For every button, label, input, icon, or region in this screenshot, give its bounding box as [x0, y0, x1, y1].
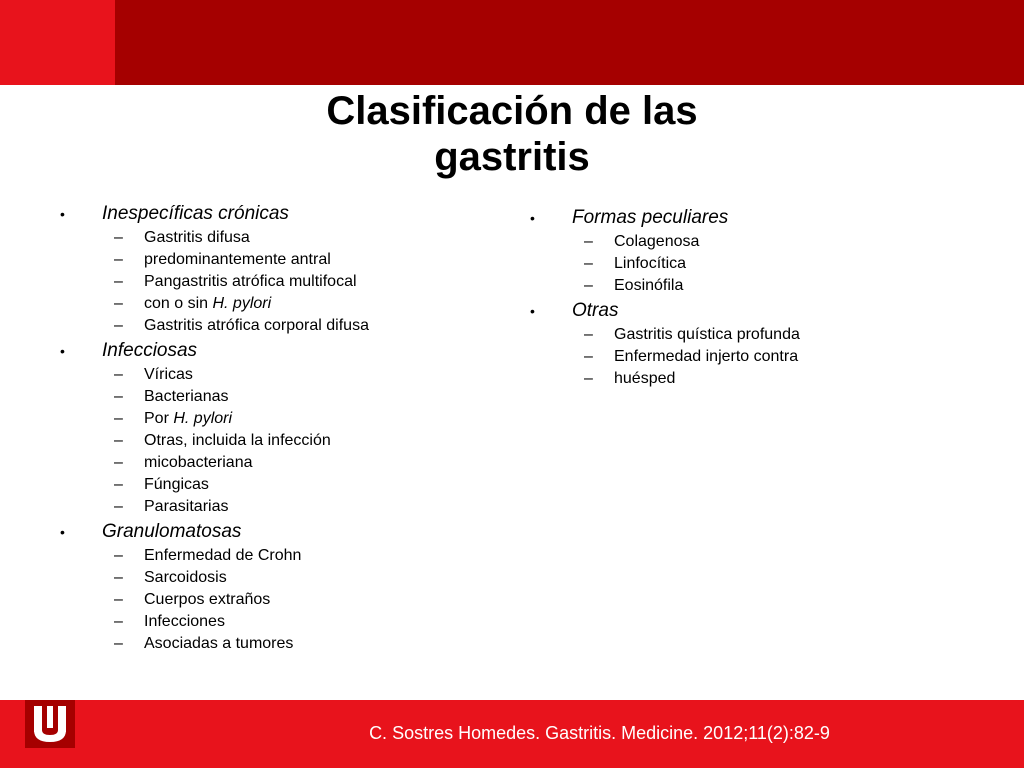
list-item — [114, 496, 478, 518]
item-text — [144, 249, 331, 271]
dash-icon: – — [114, 547, 123, 564]
item-text-plain: Gastritis atrófica corporal difusa — [144, 317, 369, 334]
category — [58, 200, 478, 227]
slide-title-line-2: gastritis — [434, 135, 590, 179]
dash-icon: – — [114, 317, 123, 334]
list-item — [114, 545, 478, 567]
category-label: Formas peculiares — [572, 207, 729, 228]
item-text-plain: Víricas — [144, 366, 193, 383]
dash-icon: – — [584, 348, 593, 365]
list-item — [114, 611, 478, 633]
item-text — [144, 589, 270, 611]
item-text-plain: Enfermedad de Crohn — [144, 547, 302, 564]
item-text — [144, 364, 193, 386]
item-text-plain: Gastritis difusa — [144, 229, 250, 246]
sub-list — [58, 227, 478, 337]
dash-icon: – — [584, 277, 593, 294]
bullet-icon: • — [60, 343, 65, 359]
item-text — [144, 611, 225, 633]
item-text — [144, 408, 232, 430]
sub-list — [58, 545, 478, 655]
list-item — [114, 315, 478, 337]
slide-title — [0, 88, 1024, 180]
dash-icon: – — [114, 454, 123, 471]
footer-citation: C. Sostres Homedes. Gastritis. Medicine. 2012;11(2):82-9 — [369, 723, 830, 743]
dash-icon: – — [584, 255, 593, 272]
list-item — [584, 346, 968, 368]
item-text-plain: Cuerpos extraños — [144, 591, 271, 608]
dash-icon: – — [584, 233, 593, 250]
item-text-italic: H. pylori — [212, 295, 272, 312]
item-text — [144, 452, 253, 474]
dash-icon: – — [114, 569, 123, 586]
item-text — [614, 324, 800, 346]
dash-icon: – — [114, 410, 123, 427]
list-item — [114, 386, 478, 408]
sub-list — [528, 324, 968, 390]
sub-list — [528, 231, 968, 297]
dash-icon: – — [114, 476, 123, 493]
item-text — [144, 315, 369, 337]
item-text — [614, 368, 675, 390]
category-label: Otras — [572, 300, 619, 321]
item-text — [614, 253, 686, 275]
dash-icon: – — [584, 370, 593, 387]
item-text-plain: Sarcoidosis — [144, 569, 227, 586]
dash-icon: – — [114, 229, 123, 246]
item-text-plain: Otras, incluida la infección — [144, 432, 331, 449]
bullet-icon: • — [60, 524, 65, 540]
list-item — [584, 253, 968, 275]
dash-icon: – — [114, 432, 123, 449]
category — [58, 518, 478, 545]
item-text-plain: predominantemente antral — [144, 251, 331, 268]
item-text — [144, 227, 250, 249]
list-item — [114, 293, 478, 315]
list-item — [114, 474, 478, 496]
list-item — [114, 364, 478, 386]
list-item — [114, 589, 478, 611]
dash-icon: – — [114, 295, 123, 312]
item-text-plain: Asociadas a tumores — [144, 635, 294, 652]
category — [528, 204, 968, 231]
university-u-logo-icon — [25, 700, 75, 748]
header-right-bar — [115, 0, 1024, 85]
bullet-icon: • — [530, 303, 535, 319]
list-item — [114, 452, 478, 474]
item-text-plain: Colagenosa — [614, 233, 700, 250]
item-text — [144, 567, 227, 589]
item-text-italic: H. pylori — [173, 410, 233, 427]
dash-icon: – — [114, 273, 123, 290]
list-item — [584, 231, 968, 253]
item-text-plain: Pangastritis atrófica multifocal — [144, 273, 357, 290]
list-item — [114, 227, 478, 249]
category-label: Granulomatosas — [102, 521, 242, 542]
dash-icon: – — [114, 498, 123, 515]
slide-title-line-1: Clasificación de las — [326, 89, 698, 133]
dash-icon: – — [114, 635, 123, 652]
bullet-icon: • — [530, 210, 535, 226]
dash-icon: – — [114, 591, 123, 608]
item-text — [144, 496, 228, 518]
item-text-plain: Por — [144, 410, 174, 427]
item-text-plain: Enfermedad injerto contra — [614, 348, 799, 365]
dash-icon: – — [114, 366, 123, 383]
item-text — [144, 271, 357, 293]
category-label: Infecciosas — [102, 340, 198, 361]
left-column — [58, 200, 478, 655]
item-text — [144, 633, 293, 655]
dash-icon: – — [114, 388, 123, 405]
item-text-plain: Linfocítica — [614, 255, 687, 272]
list-item — [584, 368, 968, 390]
list-item — [114, 271, 478, 293]
item-text — [144, 474, 209, 496]
item-text-plain: micobacteriana — [144, 454, 253, 471]
list-item — [584, 324, 968, 346]
list-item — [114, 408, 478, 430]
list-item — [114, 633, 478, 655]
header-left-bar — [0, 0, 115, 85]
item-text — [144, 430, 331, 452]
sub-list — [58, 364, 478, 518]
list-item — [114, 249, 478, 271]
right-column — [528, 204, 968, 390]
dash-icon: – — [584, 326, 593, 343]
dash-icon: – — [114, 251, 123, 268]
item-text — [144, 386, 229, 408]
item-text-plain: huésped — [614, 370, 676, 387]
item-text — [614, 231, 699, 253]
category — [58, 337, 478, 364]
item-text-plain: Parasitarias — [144, 498, 229, 515]
item-text — [614, 275, 683, 297]
item-text-plain: Infecciones — [144, 613, 225, 630]
item-text — [144, 293, 271, 315]
item-text-plain: Eosinófila — [614, 277, 684, 294]
category-label: Inespecíficas crónicas — [102, 203, 289, 224]
list-item — [114, 567, 478, 589]
item-text-plain: Fúngicas — [144, 476, 209, 493]
dash-icon: – — [114, 613, 123, 630]
item-text-plain: con o sin — [144, 295, 213, 312]
list-item — [584, 275, 968, 297]
item-text-plain: Gastritis quística profunda — [614, 326, 800, 343]
item-text — [144, 545, 301, 567]
item-text — [614, 346, 798, 368]
item-text-plain: Bacterianas — [144, 388, 229, 405]
bullet-icon: • — [60, 206, 65, 222]
list-item — [114, 430, 478, 452]
category — [528, 297, 968, 324]
